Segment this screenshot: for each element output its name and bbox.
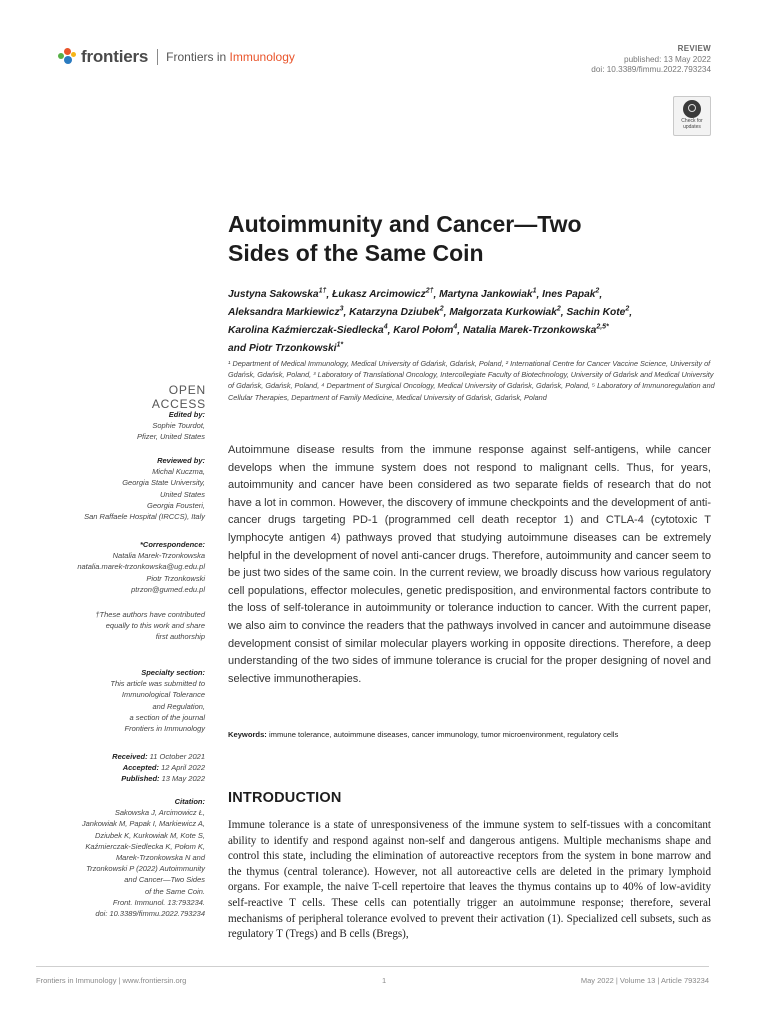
reviewer-line: San Raffaele Hospital (IRCCS), Italy — [84, 512, 205, 522]
author-name[interactable] — [349, 307, 444, 318]
author-name[interactable] — [332, 289, 433, 300]
specialty-line: a section of the journal — [129, 712, 205, 722]
edited-by-section — [36, 409, 205, 443]
note-line: †These authors have contributed — [95, 610, 205, 619]
check-for-updates-button[interactable] — [673, 96, 711, 136]
correspondence-email-link[interactable]: ptrzon@gumed.edu.pl — [131, 584, 205, 594]
author-name-text: Karol Połom — [393, 325, 454, 337]
page-number: 1 — [382, 976, 387, 985]
article-meta — [591, 44, 711, 76]
badge-line2: updates — [683, 123, 701, 130]
doi-link[interactable]: doi: 10.3389/fimmu.2022.793234 — [591, 65, 711, 74]
received-date — [36, 751, 205, 762]
author-name-text: Ines Papak — [542, 289, 596, 301]
author-name[interactable] — [228, 289, 326, 300]
citation-section — [36, 796, 205, 919]
brand-name: frontiers — [81, 47, 149, 66]
author-separator: , — [629, 307, 633, 319]
author-name[interactable] — [542, 289, 599, 300]
author-separator: , — [343, 307, 350, 319]
published-date-side — [36, 773, 205, 784]
received-label: Received: — [112, 752, 148, 761]
journal-name — [166, 50, 295, 64]
introduction-body: Immune tolerance is a state of unresponsiveness of the immune system to self-tissues with a concomitant ability to identify and respond against non-self and dangerous antigens. Multiple mechanisms shape and control this state, including the elimination of autoreactive receptors from the system in bone marrow and the thymus (central tolerance). However, not all autoreactive cells are deleted in the primary lymphoid organs. For example, the naive T-cell repertoire that leaves the thymus contains up to 40% of low-avidity self-reactive T cells. These cells can potentially trigger an autoimmune response; therefore, several mechanisms of peripheral tolerance evolved to prevent their activation (1). Specialized cell subsets, such as regulatory T (Tregs) and B cells (Bregs), — [228, 819, 711, 941]
reviewer-line: United States — [159, 489, 205, 499]
author-list — [228, 285, 718, 357]
footer-divider — [36, 966, 709, 967]
correspondence-name: Piotr Trzonkowski — [146, 573, 205, 583]
author-name-text: Łukasz Arcimowicz — [332, 289, 426, 301]
author-name[interactable] — [566, 307, 629, 318]
correspondence-name: Natalia Marek-Trzonkowska — [112, 551, 205, 561]
author-affiliation-marker: 2 — [439, 305, 444, 313]
author-name[interactable] — [439, 289, 536, 300]
published-label: Published: — [121, 774, 160, 784]
author-separator: , — [443, 307, 450, 319]
edited-by-label: Edited by: — [168, 410, 205, 419]
author-affiliation-marker: 2† — [425, 288, 434, 295]
author-name-text: Justyna Sakowska — [228, 289, 319, 301]
author-affiliation-marker: 2 — [556, 305, 561, 313]
author-affiliation-marker: 2 — [625, 305, 630, 313]
reviewer-line: Georgia State University, — [122, 478, 205, 488]
author-name[interactable] — [228, 325, 388, 336]
citation-line: and Cancer—Two Sides — [124, 875, 205, 885]
published-date: published: 13 May 2022 — [624, 54, 711, 64]
author-separator: , — [599, 289, 603, 301]
author-affiliation-marker: 2 — [595, 288, 600, 295]
keywords-label: Keywords: — [228, 730, 267, 739]
article-type: REVIEW — [677, 44, 711, 53]
citation-line: of the Same Coin. — [144, 886, 205, 896]
citation-line: Sakowska J, Arcimowicz Ł, — [114, 808, 205, 818]
citation-line: Marek-Trzonkowska N and — [115, 853, 205, 863]
accepted-value: 12 April 2022 — [158, 763, 205, 773]
author-name-text: and Piotr Trzonkowski — [228, 343, 337, 355]
note-line: equally to this work and share — [105, 621, 205, 631]
author-name-text: Małgorzata Kurkowiak — [449, 307, 557, 319]
author-name-text: Karolina Kaźmierczak-Siedlecka — [228, 325, 384, 337]
editor-line: Sophie Tourdot, — [152, 421, 205, 431]
journal-prefix: Frontiers in — [166, 50, 230, 64]
author-name-text: Natalia Marek-Trzonkowska — [462, 325, 597, 337]
reviewed-by-label: Reviewed by: — [157, 456, 205, 465]
citation-line: Dziubek K, Kurkowiak M, Kote S, — [94, 830, 205, 840]
specialty-label: Specialty section: — [141, 668, 205, 677]
specialty-line: Immunological Tolerance — [121, 690, 205, 700]
reviewed-by-section — [36, 455, 205, 522]
author-affiliation-marker: 1* — [336, 341, 344, 349]
accepted-date — [36, 762, 205, 773]
accepted-label: Accepted: — [122, 763, 159, 773]
author-separator: , — [536, 289, 543, 301]
specialty-line: Frontiers in Immunology — [124, 724, 205, 734]
author-name-text: Aleksandra Markiewicz — [228, 307, 340, 319]
abstract: Autoimmune disease results from the immune response against self-antigens, while cancer develops when the immune system does not respond to malignant cells. Thus, for years, autoimmunity and cancer have been considered as two separate fields of research that do not have a lot in common. However, the discovery of immune checkpoints and the development of anti-cancer drugs targeting PD-1 (programmed cell death receptor 1) and CTLA-4 (cytotoxic T lymphocyte antigen 4) pathways proved that studying autoimmune diseases can be extremely helpful in the development of novel anti-cancer drugs. Therefore, autoimmunity and cancer seem to be just two sides of the same coin. In the current review, we broadly discuss how various regulatory cell populations, effector molecules, genetic predisposition, and environmental factors contribute to the loss of self-tolerance in autoimmunity or tolerance induction to cancer. With the current paper, we also aim to convince the readers that the pathways involved in cancer and autoimmune disease development consist of similar molecular players working in opposite directions. Therefore, a deep understanding of the two sides of immune tolerance is crucial for the proper designing of novel and selective immunotherapies. — [228, 444, 712, 685]
correspondence-section — [36, 539, 205, 595]
section-heading-introduction: INTRODUCTION — [228, 790, 342, 806]
author-name[interactable] — [228, 307, 343, 318]
author-name-text: Martyna Jankowiak — [439, 289, 533, 301]
author-name-text: Katarzyna Dziubek — [349, 307, 440, 319]
correspondence-email-link[interactable]: natalia.marek-trzonkowska@ug.edu.pl — [77, 562, 205, 572]
author-contribution-note — [36, 609, 205, 643]
author-affiliation-marker: 1 — [532, 288, 537, 295]
specialty-section — [36, 667, 205, 734]
check-updates-icon — [683, 100, 701, 118]
author-separator: , — [433, 289, 440, 301]
badge-line1: Check for — [681, 118, 703, 124]
specialty-line: This article was submitted to — [110, 679, 205, 689]
citation-label: Citation: — [174, 797, 205, 806]
author-separator: , — [387, 325, 394, 337]
author-separator: , — [560, 307, 567, 319]
article-title — [228, 210, 708, 268]
citation-line: Trzonkowski P (2022) Autoimmunity — [86, 864, 205, 874]
reviewer-line: Georgia Fousteri, — [147, 500, 205, 510]
citation-line: Front. Immunol. 13:793234. — [112, 897, 205, 907]
title-line-1: Autoimmunity and Cancer—Two — [228, 211, 582, 237]
footer-journal-link[interactable]: Frontiers in Immunology | www.frontiersin.org — [36, 976, 187, 985]
editor-line: Pfizer, United States — [137, 432, 205, 442]
author-name-text: Sachin Kote — [566, 307, 626, 319]
author-name[interactable] — [228, 343, 343, 354]
author-affiliation-marker: 1† — [318, 288, 327, 295]
author-affiliation-marker: 2,5* — [596, 323, 609, 331]
footer-article-info: May 2022 | Volume 13 | Article 793234 — [580, 976, 709, 985]
note-line: first authorship — [155, 632, 205, 642]
specialty-line: and Regulation, — [152, 701, 205, 711]
author-name[interactable] — [449, 307, 560, 318]
published-value: 13 May 2022 — [159, 774, 205, 784]
logo-divider — [157, 49, 158, 65]
author-name[interactable] — [393, 325, 457, 336]
frontiers-logo-icon — [58, 48, 76, 66]
reviewer-line: Michal Kuczma, — [152, 467, 205, 477]
author-affiliation-marker: 4 — [383, 323, 388, 331]
received-value: 11 October 2021 — [147, 752, 205, 761]
title-line-2: Sides of the Same Coin — [228, 240, 484, 266]
author-affiliation-marker: 4 — [453, 323, 458, 331]
citation-line: Jankowiak M, Papak I, Markiewicz A, — [81, 819, 205, 829]
dates-section — [36, 751, 205, 785]
open-access-label: OPEN ACCESS — [151, 383, 206, 411]
author-separator: , — [457, 325, 463, 337]
keywords — [228, 729, 711, 741]
author-separator: , — [326, 289, 333, 301]
citation-line: Kaźmierczak-Siedlecka K, Połom K, — [85, 841, 205, 851]
author-affiliation-marker: 3 — [339, 305, 344, 313]
correspondence-label: *Correspondence: — [139, 540, 205, 549]
author-name[interactable] — [463, 325, 609, 336]
journal-brand: Immunology — [229, 50, 295, 64]
affiliations: ¹ Department of Medical Immunology, Medical University of Gdańsk, Gdańsk, Poland, ² International Centre for Cancer Vaccine Science, University of Gdańsk, Gdańsk, Poland, ³ Laboratory of Translational Oncology, Intercollegiate Faculty of Biotechnology, University of Gdańsk and Medical University of Gdańsk, Gdańsk, Poland, ⁴ Department of Surgical Oncology, Medical University of Gdańsk, Gdańsk, Poland, ⁵ Laboratory of Immunoregulation and Cellular Therapies, Department of Family Medicine, Medical University of Gdańsk, Gdańsk, Poland — [228, 359, 715, 402]
journal-logo[interactable] — [58, 47, 295, 67]
keywords-text: immune tolerance, autoimmune diseases, cancer immunology, tumor microenvironment, regulatory cells — [266, 730, 619, 739]
citation-doi-link[interactable]: doi: 10.3389/fimmu.2022.793234 — [95, 909, 205, 919]
